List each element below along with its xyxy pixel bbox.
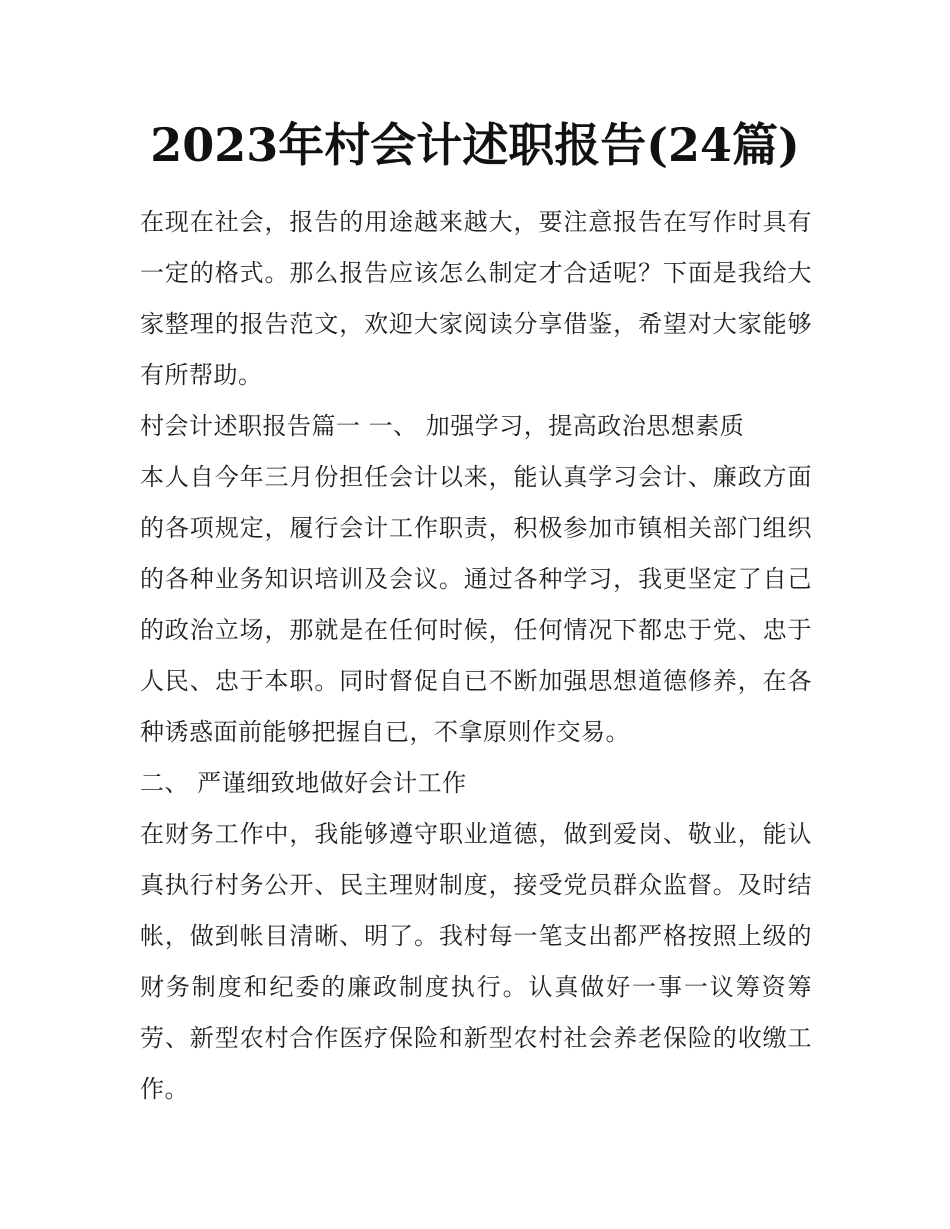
section-2-paragraph: 在财务工作中，我能够遵守职业道德，做到爱岗、敬业，能认真执行村务公开、民主理财制度，接受党员群众监督。及时结帐，做到帐目清晰、明了。我村每一笔支出都严格按照上级的财务制度和纪委的廉政制度执行。认真做好一事一议筹资筹劳、新型农村合作医疗保险和新型农村社会养老保险的收缴工作。 [140,820,812,1103]
document-body [140,197,812,1115]
section-1-paragraph: 本人自今年三月份担任会计以来，能认真学习会计、廉政方面的各项规定，履行会计工作职责，积极参加市镇相关部门组织的各种业务知识培训及会议。通过各种学习，我更坚定了自己的政治立场，那就是在任何时候，任何情况下都忠于党、忠于人民、忠于本职。同时督促自已不断加强思想道德修养，在各种诱惑面前能够把握自已，不拿原则作交易。 [140,463,812,746]
intro-paragraph: 在现在社会，报告的用途越来越大，要注意报告在写作时具有一定的格式。那么报告应该怎么制定才合适呢？下面是我给大家整理的报告范文，欢迎大家阅读分享借鉴，希望对大家能够有所帮助。 [140,208,812,389]
section-heading-2: 二、 严谨细致地做好会计工作 [140,769,467,797]
section-heading-1: 村会计述职报告篇一 一、 加强学习，提高政治思想素质 [140,412,745,440]
document-title: 2023年村会计述职报告(24篇) [150,118,800,172]
